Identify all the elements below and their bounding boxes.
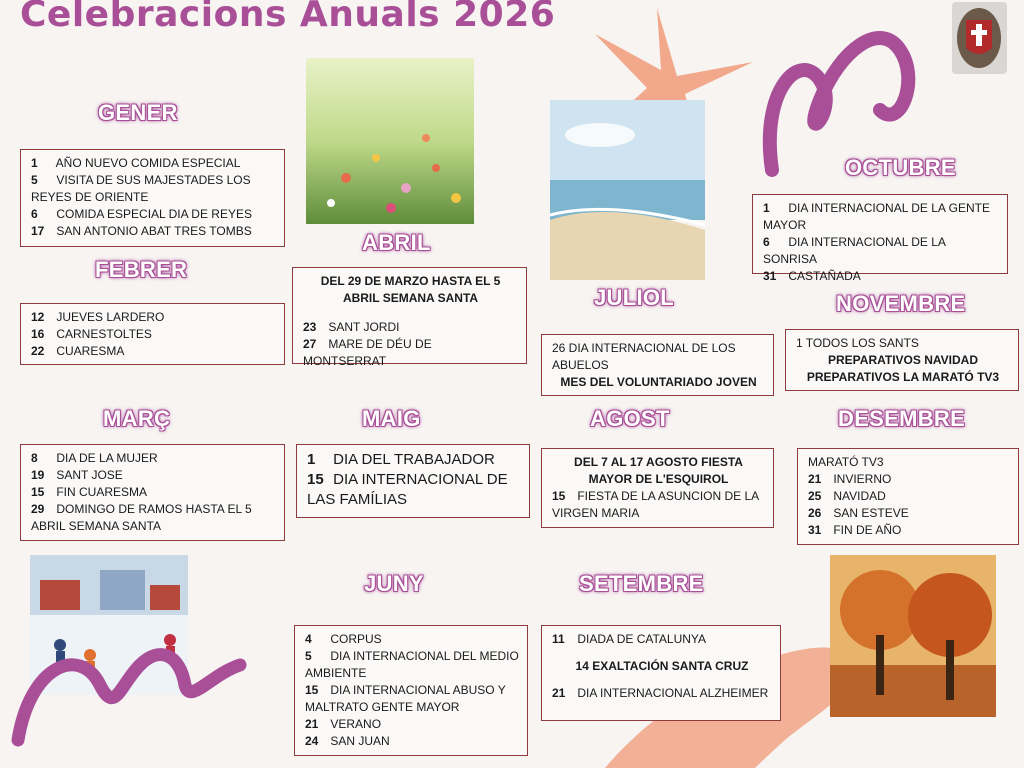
event-day: 24 (305, 734, 319, 748)
event-day: 15 (552, 489, 566, 503)
event-day: 1 (763, 201, 770, 215)
event-text: MAYOR (763, 218, 807, 232)
event-text: DIA INTERNACIONAL ALZHEIMER (577, 686, 769, 700)
event-text: FIN CUARESMA (56, 485, 148, 499)
event-text: MARATÓ TV3 (808, 455, 884, 469)
month-juny-title: JUNY (364, 571, 424, 596)
event-text: FIESTA DE LA ASUNCION DE LA (577, 489, 760, 503)
event-day: 16 (31, 327, 45, 341)
event-text: SANT JORDI (328, 320, 400, 334)
month-marc-box (20, 444, 285, 541)
month-novembre-title: NOVEMBRE (836, 291, 966, 316)
month-febrer-title: FEBRER (95, 257, 188, 282)
event-day: 31 (808, 523, 822, 537)
event-text: MALTRATO GENTE MAYOR (305, 700, 460, 714)
event-day: 21 (808, 472, 822, 486)
event-day: 6 (31, 207, 38, 221)
month-abril-title: ABRIL (362, 230, 431, 255)
event-text: SAN JUAN (330, 734, 390, 748)
event-text: 26 DIA INTERNACIONAL DE LOS (552, 341, 736, 355)
beach-image (550, 100, 705, 280)
event-day: 1 (307, 451, 316, 468)
event-text: SAN ESTEVE (833, 506, 909, 520)
event-day: 23 (303, 320, 317, 334)
month-marc-title: MARÇ (103, 406, 171, 431)
logo-emblem (952, 2, 1007, 74)
event-day: 6 (763, 235, 770, 249)
event-text: FIN DE AÑO (833, 523, 902, 537)
event-heading: DEL 7 AL 17 AGOSTO FIESTA (574, 455, 743, 469)
event-heading: PREPARATIVOS NAVIDAD (827, 353, 978, 367)
month-desembre-box (797, 448, 1019, 545)
month-gener-box (20, 149, 285, 247)
event-day: 19 (31, 468, 45, 482)
event-day: 21 (552, 686, 566, 700)
event-day: 15 (31, 485, 45, 499)
event-text: LAS FAMÍLIAS (307, 491, 408, 508)
event-text: DIA DE LA MUJER (56, 451, 158, 465)
month-agost-box (541, 448, 774, 528)
autumn-trees-image (830, 555, 996, 717)
event-text: ABUELOS (552, 358, 609, 372)
month-desembre-title: DESEMBRE (838, 406, 966, 431)
event-text: DIA INTERNACIONAL DEL MEDIO (330, 649, 519, 663)
event-text: REYES DE ORIENTE (31, 190, 149, 204)
event-text: CARNESTOLTES (56, 327, 152, 341)
month-setembre-box (541, 625, 781, 721)
month-juny-box (294, 625, 528, 756)
event-day: 29 (31, 502, 45, 516)
event-day: 15 (307, 471, 324, 488)
event-text: DIA INTERNACIONAL DE LA SONRISA (763, 235, 946, 266)
event-heading: MES DEL VOLUNTARIADO JOVEN (560, 375, 757, 389)
event-day: 1 (31, 156, 38, 170)
event-text: CUARESMA (56, 344, 125, 358)
event-text: COMIDA ESPECIAL DIA DE REYES (56, 207, 252, 221)
event-day: 25 (808, 489, 822, 503)
month-maig-title: MAIG (362, 406, 421, 431)
spring-flowers-image (306, 58, 474, 224)
event-day: 8 (31, 451, 38, 465)
event-day: 22 (31, 344, 45, 358)
month-gener-title: GENER (98, 100, 178, 125)
event-text: SAN ANTONIO ABAT TRES TOMBS (56, 224, 252, 238)
month-octubre-title: OCTUBRE (845, 155, 956, 180)
event-day: 31 (763, 269, 777, 283)
event-heading: EXALTACIÓN SANTA CRUZ (592, 659, 749, 673)
month-juliol-box (541, 334, 774, 396)
event-text: VISITA DE SUS MAJESTADES LOS (56, 173, 251, 187)
event-heading: PREPARATIVOS LA MARATÓ TV3 (806, 370, 1000, 384)
event-text: DOMINGO DE RAMOS HASTA EL 5 (56, 502, 252, 516)
event-text: DIA INTERNACIONAL DE (333, 471, 508, 488)
month-abril-box (292, 267, 527, 368)
event-day: 17 (31, 224, 45, 238)
event-day: 26 (808, 506, 822, 520)
event-text: SANT JOSE (56, 468, 123, 482)
event-heading: DEL 29 DE MARZO HASTA EL 5 (320, 274, 501, 288)
event-text: 1 TODOS LOS SANTS (796, 336, 919, 350)
event-day: 14 (575, 659, 589, 673)
month-juliol-title: JULIOL (594, 285, 675, 310)
event-day: 11 (552, 632, 565, 646)
event-text: AÑO NUEVO COMIDA ESPECIAL (55, 156, 241, 170)
month-setembre-title: SETEMBRE (579, 571, 704, 596)
event-text: ABRIL SEMANA SANTA (31, 519, 162, 533)
event-text: VIRGEN MARIA (552, 506, 640, 520)
event-day: 21 (305, 717, 319, 731)
event-text: DIADA DE CATALUNYA (577, 632, 707, 646)
event-heading: MAYOR DE L'ESQUIROL (588, 472, 729, 486)
month-novembre-box (785, 329, 1019, 391)
event-day: 4 (305, 632, 312, 646)
event-text: MARE DE DÉU DE MONTSERRAT (303, 337, 432, 368)
event-heading: ABRIL SEMANA SANTA (342, 291, 479, 305)
event-day: 15 (305, 683, 319, 697)
month-febrer-box (20, 303, 285, 365)
event-text: DIA DEL TRABAJADOR (333, 451, 495, 468)
event-text: CASTAÑADA (788, 269, 861, 283)
event-day: 12 (31, 310, 45, 324)
event-text: AMBIENTE (305, 666, 367, 680)
event-text: DIA INTERNACIONAL DE LA GENTE (788, 201, 990, 215)
event-text: DIA INTERNACIONAL ABUSO Y (330, 683, 506, 697)
month-octubre-box (752, 194, 1008, 283)
purple-swirl-bottom (10, 625, 250, 750)
event-text: JUEVES LARDERO (56, 310, 165, 324)
event-text: VERANO (330, 717, 382, 731)
month-maig-box (296, 444, 530, 518)
event-day: 5 (31, 173, 38, 187)
page-title: Celebracions Anuals 2026 (20, 0, 556, 35)
event-text: CORPUS (330, 632, 382, 646)
month-agost-title: AGOST (590, 406, 670, 431)
event-text: NAVIDAD (833, 489, 886, 503)
event-text: INVIERNO (833, 472, 892, 486)
event-day: 27 (303, 337, 317, 351)
event-day: 5 (305, 649, 312, 663)
